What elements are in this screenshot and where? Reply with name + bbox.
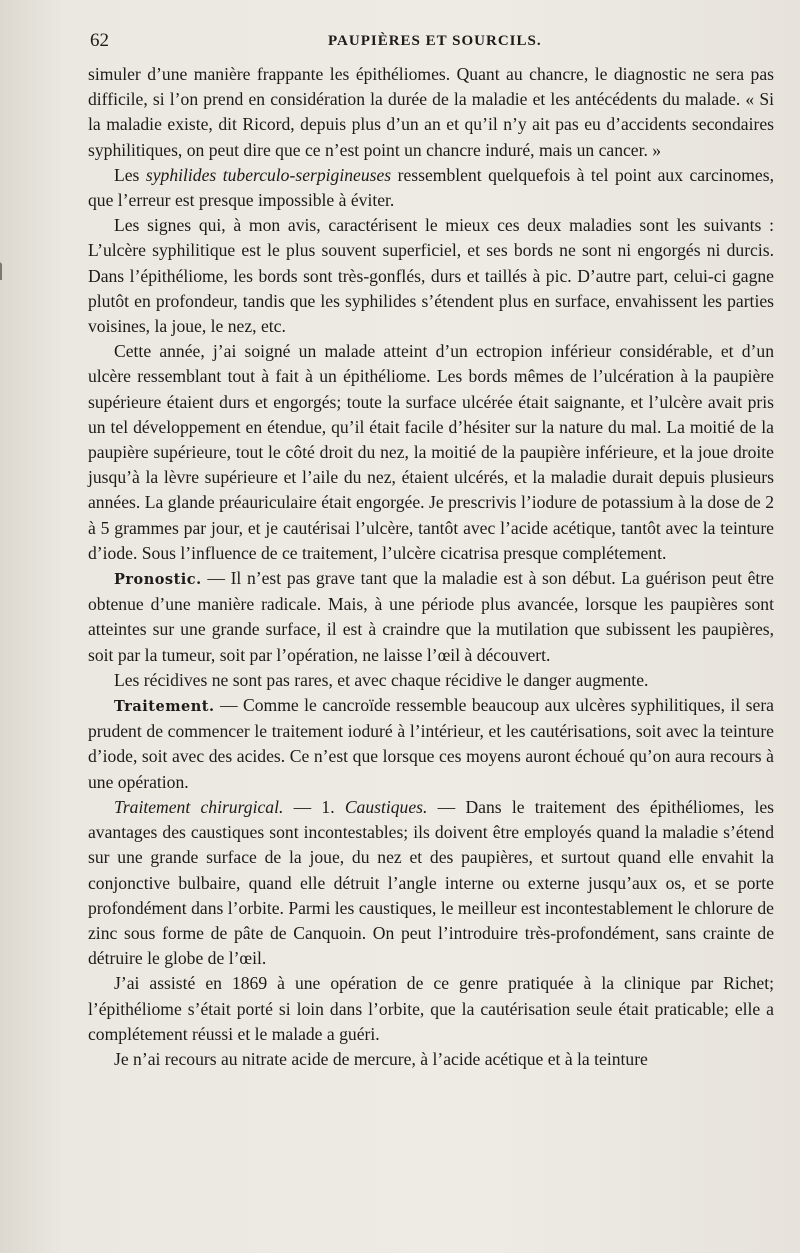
paragraph-text: ressemblent quelquefois à tel point aux carcinomes, que l’erreur est presque impossible à éviter. [88, 164, 774, 211]
section-heading-traitement: Traitement. [114, 698, 215, 716]
paragraph-operation-1869 [88, 971, 774, 1047]
paragraph-text: J’ai assisté en 1869 à une opération de ce genre pratiquée à la clinique par Richet; l’épithéliome s’était porté si loin dans l’orbite, que la cautérisation seule était praticable; elle a complétement réussi et le malade a guéri. [88, 973, 774, 1044]
section-heading-pronostic: Pronostic. [114, 571, 202, 589]
paragraph-text: Je n’ai recours au nitrate acide de mercure, à l’acide acétique et à la teinture [114, 1048, 648, 1069]
paragraph-text: — Dans le traitement des épithéliomes, les avantages des caustiques sont incontestables; ils doivent être employés quand la maladie s’étend sur une grande surface de la joue, du nez et des paupières, et surtout quand elle envahit la conjonctive bulbaire, quand elle détruit l’angle interne ou externe jusqu’aux os, et se porte profondément dans l’orbite. Parmi les caustiques, le meilleur est incontestablement le chlorure de zinc sous forme de pâte de Canquoin. On peut l’introduire très-profondément, sans crainte de détruire le globe de l’œil. [88, 796, 774, 969]
paragraph-nitrate [88, 1047, 774, 1072]
paragraph-case [88, 339, 774, 566]
running-title: PAUPIÈRES ET SOURCILS. [328, 33, 542, 49]
paragraph-signs [88, 213, 774, 339]
italic-heading: Traitement chirurgical. [114, 796, 284, 817]
paragraph-text: simuler d’une manière frappante les épithéliomes. Quant au chancre, le diagnostic ne sera pas difficile, si l’on prend en considération la durée de la maladie et les antécédents du malade. « Si la maladie existe, dit Ricord, depuis plus d’un an et qu’il n’y ait pas eu d’accidents secondaires syphilitiques, on peut dire que ce n’est point un chancre induré, mais un cancer. » [88, 64, 774, 160]
margin-mark [0, 262, 10, 280]
paragraph-lead: Les [114, 164, 146, 185]
paragraph-text: — Il n’est pas grave tant que la maladie est à son début. La guérison peut être obtenue d’une manière radicale. Mais, à une période plus avancée, lorsque les paupières sont atteintes sur une grande surface, il est à craindre que la mutilation que subissent les paupières, soit par la tumeur, soit par l’opération, ne laisse l’œil à découvert. [88, 568, 774, 665]
italic-term: Caustiques. [344, 796, 428, 817]
paragraph-treatment [88, 693, 774, 795]
paragraph-diagnosis-continuation [88, 62, 774, 163]
paragraph-mid: — 1. [283, 796, 345, 817]
paragraph-surgical-treatment [88, 795, 774, 971]
paragraph-text: — Comme le cancroïde ressemble beaucoup aux ulcères syphilitiques, il sera prudent de commencer le traitement ioduré à l’intérieur, et les cautérisations, soit avec la teinture d’iode, soit avec des acides. Ce n’est que lorsque ces moyens auront échoué qu’on aura recours à une opération. [88, 695, 774, 792]
page-number: 62 [90, 30, 109, 51]
paragraph-text: Les signes qui, à mon avis, caractérisent le mieux ces deux maladies sont les suivants : L’ulcère syphilitique est le plus souvent superficiel, et ses bords ne sont ni engorgés ni durcis. Dans l’épithéliome, les bords sont très-gonflés, durs et taillés à pic. D’autre part, celui-ci gagne plutôt en profondeur, tandis que les syphilides s’étendent plus en surface, envahissent les parties voisines, la joue, le nez, etc. [88, 215, 774, 337]
paragraph-syphilides [88, 163, 774, 213]
paragraph-text: Cette année, j’ai soigné un malade atteint d’un ectropion inférieur considérable, et d’un ulcère ressemblant tout à fait à un épithéliome. Les bords mêmes de l’ulcération à la paupière supérieure étaient durs et engorgés; toute la surface ulcérée était saignante, et l’ulcère avait pris un tel développement en étendue, qu’il était facile d’hésiter sur la nature du mal. La moitié de la paupière supérieure, tout le côté droit du nez, la moitié de la paupière inférieure, et la joue droite jusqu’à la lèvre supérieure et l’aile du nez, étaient ulcérés, et la maladie durait depuis plusieurs années. La glande préauriculaire était engorgée. Je prescrivis l’iodure de potassium à la dose de 2 à 5 grammes par jour, et je cautérisai l’ulcère, tantôt avec l’acide acétique, tantôt avec la teinture d’iode. Sous l’influence de ce traitement, l’ulcère cicatrisa presque complétement. [88, 341, 774, 563]
italic-term: syphilides tuberculo-serpigineuses [145, 164, 392, 185]
body-text [88, 62, 774, 1072]
paragraph-recurrence [88, 668, 774, 693]
running-head [88, 26, 774, 62]
paragraph-text: Les récidives ne sont pas rares, et avec chaque récidive le danger augmente. [114, 669, 649, 690]
paragraph-prognosis [88, 566, 774, 668]
